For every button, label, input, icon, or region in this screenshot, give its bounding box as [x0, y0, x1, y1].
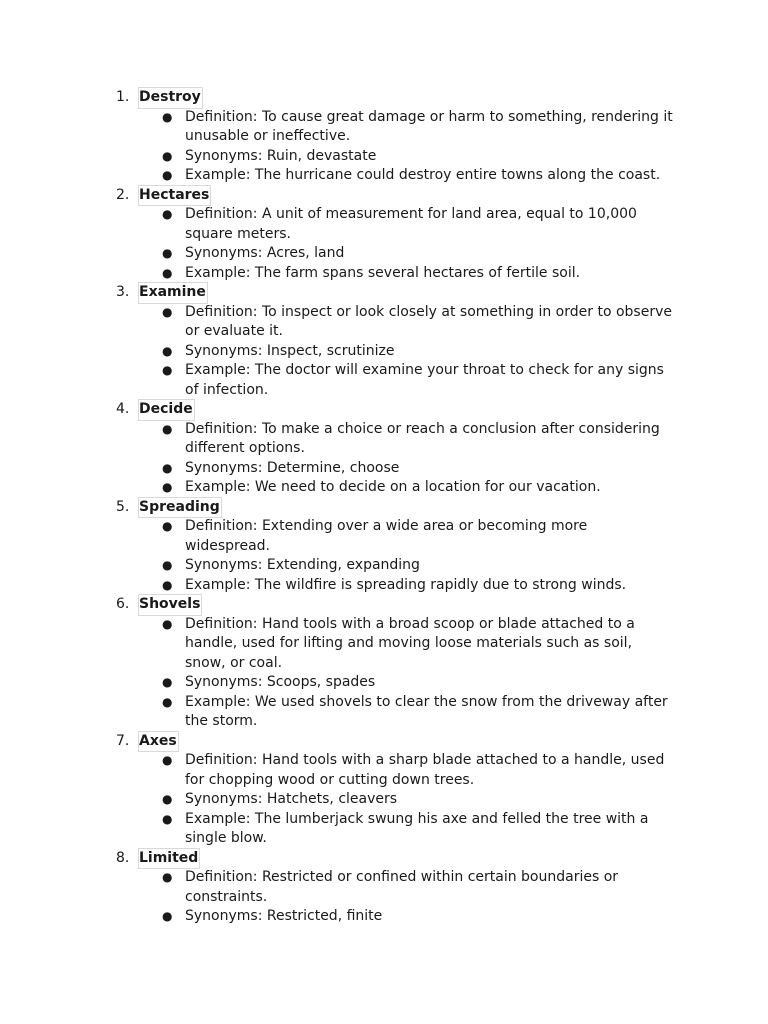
synonyms-text: Synonyms: Scoops, spades	[185, 674, 376, 690]
bullet-icon: ●	[162, 480, 173, 494]
vocab-term: Spreading	[139, 498, 221, 518]
bullet-icon: ●	[162, 909, 173, 923]
example-text: Example: The lumberjack swung his axe and felled the tree with a single blow.	[185, 810, 649, 846]
vocab-term: Examine	[139, 283, 207, 303]
definition-item	[139, 751, 675, 790]
vocab-term: Decide	[139, 400, 194, 420]
synonyms-item	[139, 673, 675, 693]
definition-item	[139, 205, 675, 244]
vocab-entry	[0, 186, 679, 284]
bullet-icon: ●	[162, 304, 173, 319]
synonyms-text: Synonyms: Ruin, devastate	[185, 147, 377, 164]
definition-item	[139, 615, 675, 674]
vocab-term: Axes	[139, 732, 178, 752]
example-text: Example: The hurricane could destroy entire towns along the coast.	[185, 167, 661, 183]
bullet-icon: ●	[162, 265, 173, 280]
vocab-term: Hectares	[139, 186, 210, 206]
synonyms-text: Synonyms: Extending, expanding	[185, 557, 420, 573]
entry-number: 3.	[116, 284, 130, 300]
vocab-entry	[0, 595, 679, 732]
vocab-entry	[0, 88, 679, 186]
bullet-icon: ●	[162, 675, 173, 689]
example-item	[139, 361, 675, 400]
vocab-term: Limited	[139, 849, 199, 869]
vocab-entry	[0, 498, 679, 596]
bullet-icon: ●	[162, 616, 173, 631]
synonyms-item	[139, 244, 675, 264]
example-text: Example: The wildfire is spreading rapidly due to strong winds.	[185, 576, 627, 593]
synonyms-text: Synonyms: Hatchets, cleavers	[185, 791, 398, 807]
vocab-term: Shovels	[139, 595, 201, 615]
detail-list	[139, 205, 679, 283]
example-item	[139, 693, 675, 732]
bullet-icon: ●	[162, 421, 173, 436]
bullet-icon: ●	[162, 577, 173, 592]
entry-number: 4.	[116, 401, 130, 417]
synonyms-item	[139, 342, 675, 362]
definition-item	[139, 517, 675, 556]
vocab-entry	[0, 283, 679, 400]
entry-number: 6.	[116, 596, 130, 612]
example-text: Example: We need to decide on a location for our vacation.	[185, 479, 601, 495]
synonyms-text: Synonyms: Inspect, scrutinize	[185, 342, 395, 359]
bullet-icon: ●	[162, 168, 173, 182]
detail-list	[139, 868, 679, 927]
vocab-term: Destroy	[139, 88, 202, 108]
entry-number: 7.	[116, 732, 130, 749]
synonyms-text: Synonyms: Restricted, finite	[185, 908, 383, 924]
definition-text: Definition: Hand tools with a sharp blade attached to a handle, used for chopping wood or cutting down trees.	[185, 752, 665, 788]
bullet-icon: ●	[162, 207, 173, 221]
definition-item	[139, 108, 675, 147]
synonyms-item	[139, 147, 675, 167]
bullet-icon: ●	[162, 363, 173, 377]
definition-text: Definition: To make a choice or reach a conclusion after considering different options.	[185, 420, 660, 456]
example-item	[139, 166, 675, 186]
synonyms-item	[139, 790, 675, 810]
definition-text: Definition: Extending over a wide area or becoming more widespread.	[185, 518, 588, 554]
vocab-entry	[0, 849, 679, 927]
vocab-entry	[0, 732, 679, 849]
detail-list	[139, 517, 679, 595]
bullet-icon: ●	[162, 246, 173, 260]
definition-text: Definition: To cause great damage or harm to something, rendering it unusable or ineffective.	[185, 108, 673, 144]
definition-text: Definition: A unit of measurement for land area, equal to 10,000 square meters.	[185, 206, 637, 242]
detail-list	[139, 420, 679, 498]
synonyms-item	[139, 459, 675, 479]
synonyms-text: Synonyms: Determine, choose	[185, 459, 400, 476]
synonyms-text: Synonyms: Acres, land	[185, 245, 345, 261]
entry-number: 2.	[116, 186, 130, 203]
definition-text: Definition: To inspect or look closely at something in order to observe or evaluate it.	[185, 303, 672, 339]
vocab-entry	[0, 400, 679, 498]
example-item	[139, 264, 675, 284]
bullet-icon: ●	[162, 460, 173, 475]
entry-number: 8.	[116, 849, 130, 866]
bullet-icon: ●	[162, 519, 173, 533]
definition-item	[139, 868, 675, 907]
detail-list	[139, 108, 679, 186]
vocabulary-list	[0, 88, 768, 927]
entry-number: 1.	[116, 89, 130, 105]
example-item	[139, 576, 675, 596]
detail-list	[139, 303, 679, 401]
synonyms-item	[139, 907, 675, 927]
definition-item	[139, 420, 675, 459]
detail-list	[139, 751, 679, 849]
bullet-icon: ●	[162, 109, 173, 124]
bullet-icon: ●	[162, 343, 173, 358]
bullet-icon: ●	[162, 870, 173, 884]
bullet-icon: ●	[162, 753, 173, 767]
bullet-icon: ●	[162, 148, 173, 163]
bullet-icon: ●	[162, 792, 173, 806]
example-item	[139, 810, 675, 849]
example-text: Example: The doctor will examine your throat to check for any signs of infection.	[185, 362, 664, 398]
definition-item	[139, 303, 675, 342]
bullet-icon: ●	[162, 811, 173, 826]
example-text: Example: The farm spans several hectares of fertile soil.	[185, 264, 581, 281]
definition-text: Definition: Restricted or confined within certain boundaries or constraints.	[185, 869, 619, 905]
entry-number: 5.	[116, 498, 130, 515]
bullet-icon: ●	[162, 558, 173, 572]
example-text: Example: We used shovels to clear the snow from the driveway after the storm.	[185, 693, 668, 729]
example-item	[139, 478, 675, 498]
synonyms-item	[139, 556, 675, 576]
bullet-icon: ●	[162, 694, 173, 709]
definition-text: Definition: Hand tools with a broad scoop or blade attached to a handle, used for lifting and moving loose materials such as soil, snow, or coal.	[185, 615, 635, 671]
detail-list	[139, 615, 679, 732]
